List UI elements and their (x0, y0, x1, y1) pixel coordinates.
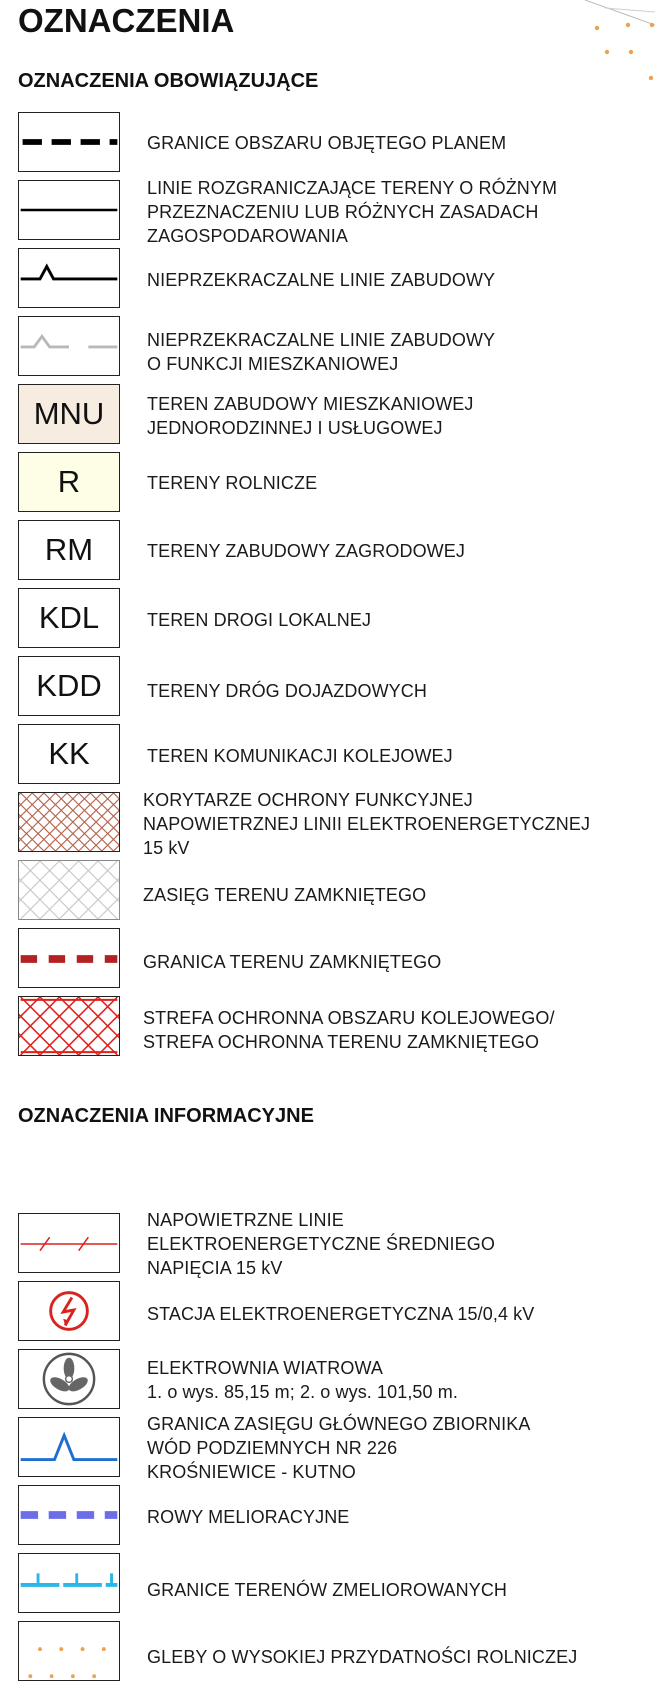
drainage-ditch-symbol (18, 1485, 120, 1545)
legend-text-rm: TERENY ZABUDOWY ZAGRODOWEJ (147, 541, 465, 561)
kk-symbol (18, 724, 120, 784)
building-line-symbol (18, 248, 120, 308)
r-code: R (57, 464, 81, 499)
legend-text-kdd: TERENY DRÓG DOJAZDOWYCH (147, 681, 427, 701)
binding-section-title: OZNACZENIA OBOWIĄZUJĄCE (18, 70, 319, 92)
legend-text-aquifer-boundary: GRANICA ZASIĘGU GŁÓWNEGO ZBIORNIKA WÓD PODZIEMNYCH NR 226 KROŚNIEWICE - KUTNO (147, 1414, 531, 1482)
kdl-symbol (18, 588, 120, 648)
substation-symbol (18, 1281, 120, 1341)
mnu-code: MNU (33, 396, 105, 431)
page-title: OZNACZENIA (18, 2, 235, 39)
legend-text-wind-turbine: ELEKTROWNIA WIATROWA 1. o wys. 85,15 m; 2. o wys. 101,50 m. (147, 1358, 458, 1402)
aquifer-boundary-symbol (18, 1417, 120, 1477)
legend-text-building-line: NIEPRZEKRACZALNE LINIE ZABUDOWY (147, 270, 496, 290)
legend-text-power-corridor: KORYTARZE OCHRONY FUNKCYJNEJ NAPOWIETRZNEJ LINII ELEKTROENERGETYCZNEJ 15 kV (143, 790, 591, 858)
legend-text-plan-boundary: GRANICE OBSZARU OBJĘTEGO PLANEM (147, 133, 507, 153)
r-symbol (18, 452, 120, 512)
closed-area-extent-symbol (18, 860, 120, 920)
legend-text-residential-building-line: NIEPRZEKRACZALNE LINIE ZABUDOWY O FUNKCJI MIESZKANIOWEJ (147, 330, 496, 374)
kk-code: KK (48, 736, 90, 771)
mnu-symbol (18, 384, 120, 444)
legend-text-fertile-soil: GLEBY O WYSOKIEJ PRZYDATNOŚCI ROLNICZEJ (147, 1647, 578, 1667)
kdd-code: KDD (36, 668, 102, 703)
legend-text-kdl: TEREN DROGI LOKALNEJ (147, 610, 372, 630)
legend-text-r: TERENY ROLNICZE (147, 473, 318, 493)
protective-zone-symbol (18, 996, 120, 1056)
wind-turbine-symbol (18, 1349, 120, 1409)
fertile-soil-symbol (18, 1621, 120, 1681)
overhead-power-line-symbol (18, 1213, 120, 1273)
legend-text-substation: STACJA ELEKTROENERGETYCZNA 15/0,4 kV (147, 1304, 535, 1324)
residential-building-line-symbol (18, 316, 120, 376)
dividing-lines-symbol (18, 180, 120, 240)
legend-text-kk: TEREN KOMUNIKACJI KOLEJOWEJ (147, 746, 453, 766)
legend-text-drained-area-boundary: GRANICE TERENÓW ZMELIOROWANYCH (147, 1580, 508, 1600)
rm-symbol (18, 520, 120, 580)
rm-code: RM (44, 532, 94, 567)
kdl-code: KDL (38, 600, 100, 635)
plan-boundary-symbol (18, 112, 120, 172)
legend-text-mnu-line-1: TEREN ZABUDOWY MIESZKANIOWEJ (147, 394, 474, 414)
legend-text-drainage-ditch: ROWY MELIORACYJNE (147, 1507, 350, 1527)
closed-area-border-symbol (18, 928, 120, 988)
kdd-symbol (18, 656, 120, 716)
legend-text-protective-zone: STREFA OCHRONNA OBSZARU KOLEJOWEGO/ STREFA OCHRONNA TERENU ZAMKNIĘTEGO (143, 1008, 555, 1052)
info-section-title: OZNACZENIA INFORMACYJNE (18, 1105, 314, 1127)
legend-text-closed-area-border: GRANICA TERENU ZAMKNIĘTEGO (143, 952, 442, 972)
power-corridor-symbol (18, 792, 120, 852)
legend-text-closed-area-extent: ZASIĘG TERENU ZAMKNIĘTEGO (143, 885, 427, 905)
map-fragment (545, 0, 655, 90)
legend-text-overhead-power-line: NAPOWIETRZNE LINIE ELEKTROENERGETYCZNE ŚREDNIEGO NAPIĘCIA 15 kV (147, 1210, 495, 1278)
drained-area-boundary-symbol (18, 1553, 120, 1613)
legend-text-dividing-lines: LINIE ROZGRANICZAJĄCE TERENY O RÓŻNYM PRZEZNACZENIU LUB RÓŻNYCH ZASADACH ZAGOSPODAROWANIA (147, 178, 558, 246)
legend-text-mnu: TEREN ZABUDOWY MIESZKANIOWEJ JEDNORODZINNEJ I USŁUGOWEJ (147, 392, 567, 440)
